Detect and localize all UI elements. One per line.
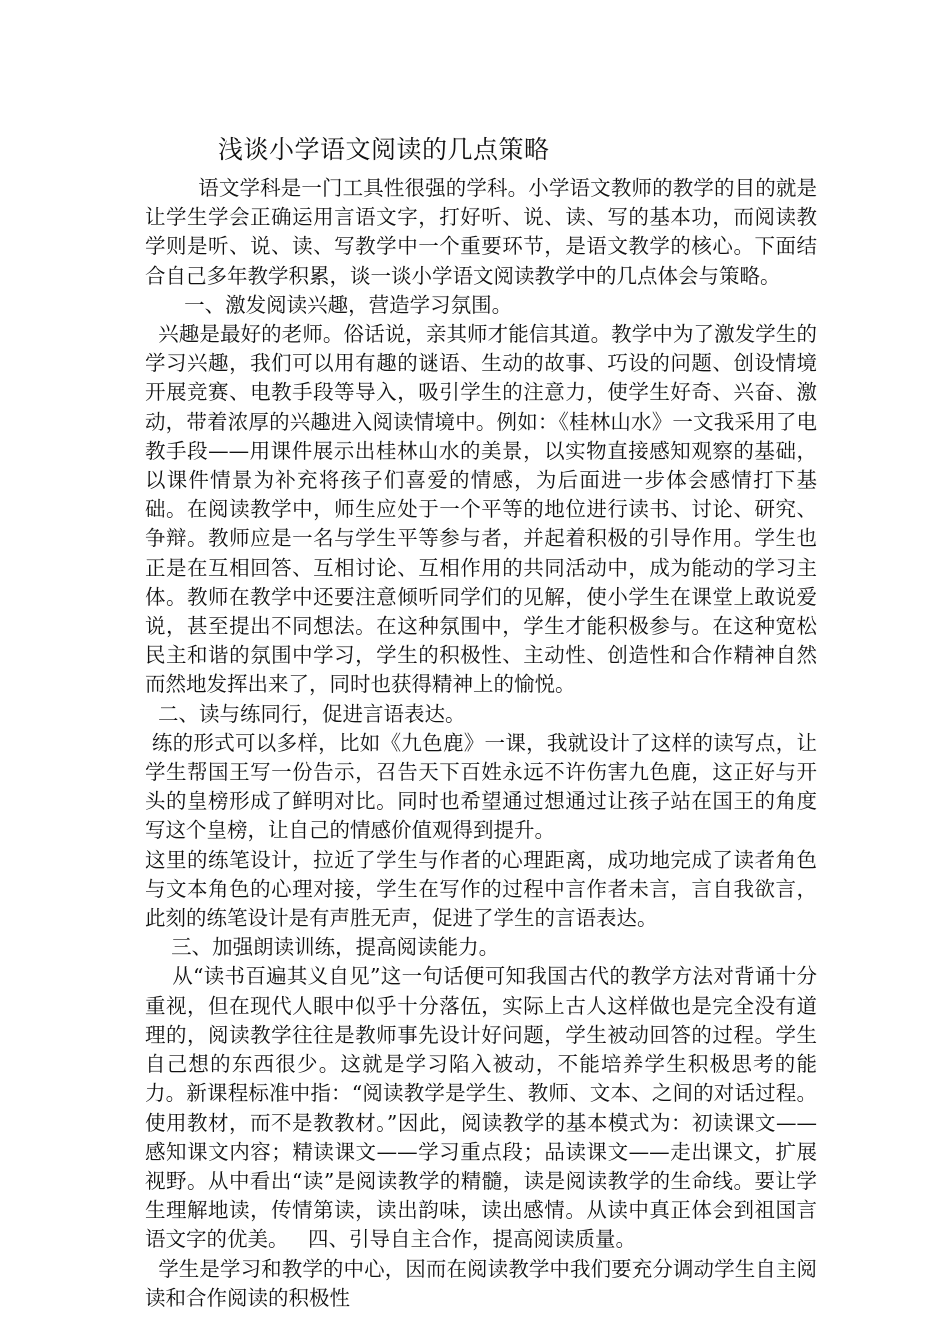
paragraph-section-3: 从“读书百遍其义自见”这一句话便可知我国古代的教学方法对背诵十分重视，但在现代人眼中似乎十分落伍，实际上古人这样做也是完全没有道理的，阅读教学往往是教师事先设计好问题，学生被动回答的过程。学生自己想的东西很少。这就是学习陷入被动，不能培养学生积极思考的能力。新课程标准中指：“阅读教学是学生、教师、文本、之间的对话过程。使用教材，而不是教教材。”因此，阅读教学的基本模式为：初读课文——感知课文内容；精读课文——学习重点段；品读课文——走出课文，扩展视野。从中看出“读”是阅读教学的精髓，读是阅读教学的生命线。要让学生理解地读，传情第读，读出韵味，读出感情。从读中真正体会到祖国言语文字的优美。 四、引导自主合作，提高阅读质量。 (145, 964, 817, 1252)
section-heading-2: 二、读与练同行，促进言语表达。 (145, 701, 466, 726)
paragraph-intro: 语文学科是一门工具性很强的学科。小学语文教师的教学的目的就是让学生学会正确运用言语文字，打好听、说、读、写的基本功，而阅读教学则是听、说、读、写教学中一个重要环节，是语文教学的核心。下面结合自己多年教学积累，谈一谈小学语文阅读教学中的几点体会与策略。 (145, 176, 817, 288)
paragraph-section-2a: 练的形式可以多样，比如《九色鹿》一课，我就设计了这样的读写点，让学生帮国王写一份告示，召告天下百姓永远不许伤害九色鹿，这正好与开头的皇榜形成了鲜明对比。同时也希望通过想通过让孩子站在国王的角度写这个皇榜，让自己的情感价值观得到提升。 (145, 730, 817, 843)
paragraph-section-1: 兴趣是最好的老师。俗话说，亲其师才能信其道。教学中为了激发学生的学习兴趣，我们可以用有趣的谜语、生动的故事、巧设的问题、创设情境开展竞赛、电教手段等导入，吸引学生的注意力，使学生好奇、兴奋、激动，带着浓厚的兴趣进入阅读情境中。例如：《桂林山水》一文我采用了电教手段——用课件展示出桂林山水的美景，以实物直接感知观察的基础，以课件情景为补充将孩子们喜爱的情感，为后面进一步体会感情打下基础。在阅读教学中，师生应处于一个平等的地位进行读书、讨论、研究、争辩。教师应是一名与学生平等参与者，并起着积极的引导作用。学生也正是在互相回答、互相讨论、互相作用的共同活动中，成为能动的学习主体。教师在教学中还要注意倾听同学们的见解，使小学生在课堂上敢说爱说，甚至提出不同想法。在这种氛围中，学生才能积极参与。在这种宽松民主和谐的氛围中学习，学生的积极性、主动性、创造性和合作精神自然而然地发挥出来了，同时也获得精神上的愉悦。 (145, 322, 817, 697)
section-heading-3: 三、加强朗读训练，提高阅读能力。 (145, 935, 500, 960)
paragraph-section-4: 学生是学习和教学的中心，因而在阅读教学中我们要充分调动学生自主阅读和合作阅读的积极性 (145, 1256, 817, 1310)
paragraph-section-2b: 这里的练笔设计，拉近了学生与作者的心理距离，成功地完成了读者角色与文本角色的心理对接，学生在写作的过程中言作者未言，言自我欲言，此刻的练笔设计是有声胜无声，促进了学生的言语表达。 (145, 847, 817, 931)
document-body (145, 174, 817, 1313)
document-title: 浅谈小学语文阅读的几点策略 (218, 135, 550, 164)
section-heading-1: 一、激发阅读兴趣，营造学习氛围。 (145, 292, 513, 317)
